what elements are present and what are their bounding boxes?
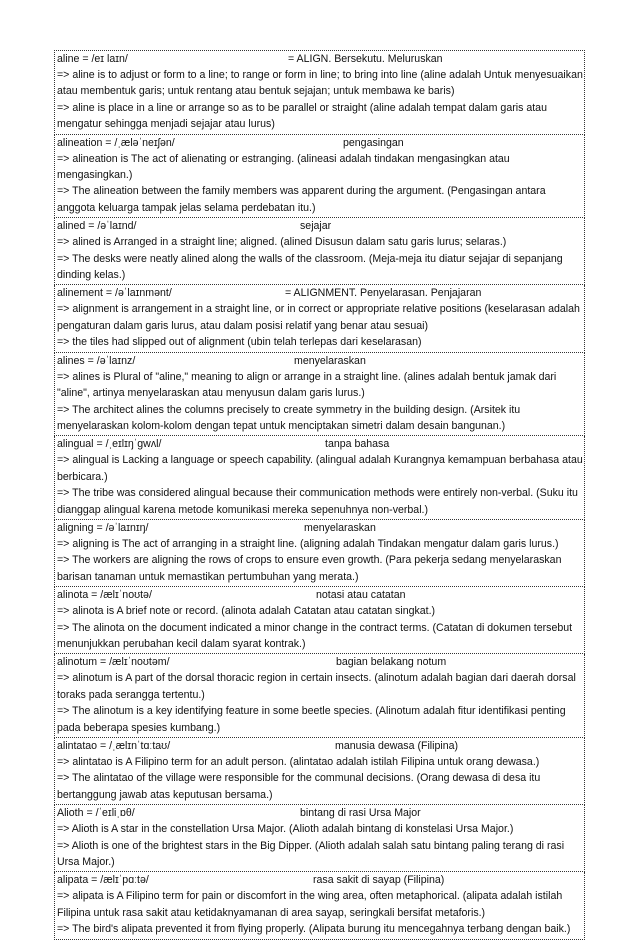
entry-alinement bbox=[54, 285, 585, 352]
example: => The alineation between the family members was apparent during the argument. (Pengasingan antara anggota keluarga tampak jelas selama perdebatan itu.) bbox=[57, 185, 546, 214]
example: => Alioth is one of the brightest stars in the Big Dipper. (Alioth adalah salah satu bintang paling terang di rasi Ursa Major.) bbox=[57, 839, 565, 869]
entry-alineation bbox=[54, 135, 585, 219]
gloss: menyelaraskan bbox=[294, 354, 366, 367]
definition: => alignment is arrangement in a straight line, or in correct or appropriate relative positions (keselarasan adalah pengaturan dalam garis lurus, atau dalam posisi relatif yang benar atau sesuai) bbox=[57, 303, 580, 332]
gloss: = ALIGN. Bersekutu. Meluruskan bbox=[288, 53, 443, 65]
headword: alined = /əˈlaɪnd/ bbox=[57, 220, 137, 233]
gloss: tanpa bahasa bbox=[325, 438, 390, 451]
definition: => alineation is The act of alienating or estranging. (alineasi adalah tindakan mengasingkan atau mengasingkan.) bbox=[57, 152, 510, 182]
entry-header bbox=[57, 805, 583, 821]
definition: => alinotum is A part of the dorsal thoracic region in certain insects. (alinotum adalah bagian dari daerah dorsal toraks pada serangga tertentu.) bbox=[57, 672, 576, 701]
definition: => aline is place in a line or arrange so as to be parallel or straight (aline adalah tempat dalam garis atau mengatur sehingga menjadi sejajar atau lurus) bbox=[57, 101, 547, 131]
gloss: bintang di rasi Ursa Major bbox=[300, 807, 421, 820]
headword: alinement = /əˈlaɪnmənt/ bbox=[57, 287, 172, 300]
gloss: notasi atau catatan bbox=[316, 589, 406, 602]
headword: alineation = /ˌæləˈneɪʃən/ bbox=[57, 136, 175, 149]
entry-alines bbox=[54, 353, 585, 437]
headword: alintatao = /ˌælɪnˈtɑːtaʊ/ bbox=[57, 740, 171, 752]
gloss: sejajar bbox=[300, 220, 332, 233]
entry-alinota bbox=[54, 587, 585, 654]
gloss: = ALIGNMENT. Penyelarasan. Penjajaran bbox=[285, 287, 482, 300]
definition: => alingual is Lacking a language or speech capability. (alingual adalah Kurangnya kemampuan berbahasa atau berbicara.) bbox=[57, 454, 583, 483]
example: => The alintatao of the village were responsible for the communal decisions. (Orang dewasa di desa itu bertanggung jawab atas keputusan bersama.) bbox=[57, 772, 541, 801]
gloss: rasa sakit di sayap (Filipina) bbox=[313, 874, 445, 887]
entry-header bbox=[57, 353, 583, 369]
entry-header bbox=[57, 587, 583, 603]
definition: => alined is Arranged in a straight line; aligned. (alined Disusun dalam satu garis lurus; selaras.) bbox=[57, 236, 507, 249]
entry-alingual bbox=[54, 436, 585, 520]
entry-header bbox=[57, 285, 583, 301]
entry-header bbox=[57, 135, 583, 151]
entry-header bbox=[57, 51, 583, 67]
example: => The alinota on the document indicated a minor change in the contract terms. (Catatan di dokumen tersebut menunjukkan perubahan kecil dalam syarat kontrak.) bbox=[57, 621, 573, 650]
headword: aline = /eɪ laɪn/ bbox=[57, 53, 128, 65]
headword: alinota = /ælɪˈnoʊtə/ bbox=[57, 589, 152, 602]
example: => The desks were neatly alined along the walls of the classroom. (Meja-meja itu diatur sejajar di sepanjang dinding kelas.) bbox=[57, 252, 563, 282]
example: => The workers are aligning the rows of crops to ensure even growth. (Para pekerja sedang menyelaraskan barisan tanaman untuk memastikan pertumbuhan yang merata.) bbox=[57, 554, 562, 583]
headword: aligning = /əˈlaɪnɪŋ/ bbox=[57, 521, 149, 534]
definition: => alinota is A brief note or record. (alinota adalah Catatan atau catatan singkat.) bbox=[57, 605, 436, 618]
definition: => alines is Plural of "aline," meaning to align or arrange in a straight line. (alines adalah bentuk jamak dari "aline", artinya menyelaraskan atau menyusun dalam garis lurus.) bbox=[57, 370, 557, 400]
entry-alined bbox=[54, 218, 585, 285]
entry-header bbox=[57, 218, 583, 234]
headword: alingual = /ˌeɪlɪŋˈgwʌl/ bbox=[57, 438, 162, 451]
definition: => alintatao is A Filipino term for an adult person. (alintatao adalah istilah Filipina untuk orang dewasa.) bbox=[57, 756, 540, 768]
entry-header bbox=[57, 436, 583, 452]
gloss: pengasingan bbox=[343, 136, 404, 149]
example: => The tribe was considered alingual because their communication methods were entirely non-verbal. (Suku itu dianggap alingual karena metode komunikasi mereka sepenuhnya non-verbal.) bbox=[57, 487, 578, 516]
example: => The alinotum is a key identifying feature in some beetle species. (Alinotum adalah fitur identifikasi penting pada beberapa spesies kumbang.) bbox=[57, 705, 566, 734]
gloss: menyelaraskan bbox=[304, 521, 376, 534]
entry-alinotum bbox=[54, 654, 585, 738]
gloss: bagian belakang notum bbox=[336, 656, 447, 669]
entry-header bbox=[57, 520, 583, 536]
entry-header bbox=[57, 738, 583, 754]
entry-header bbox=[57, 872, 583, 888]
example: => the tiles had slipped out of alignment (ubin telah terlepas dari keselarasan) bbox=[57, 336, 422, 349]
example: => The architect alines the columns precisely to create symmetry in the building design. (Arsitek itu menyelaraskan kolom-kolom dengan tepat untuk menciptakan simetri dalam desain bangunan.) bbox=[57, 403, 521, 432]
definition: => aligning is The act of arranging in a straight line. (aligning adalah Tindakan mengatur dalam garis lurus.) bbox=[57, 537, 559, 550]
entry-header bbox=[57, 654, 583, 670]
entry-alipata bbox=[54, 872, 585, 939]
dictionary-page bbox=[54, 50, 585, 940]
definition: => alipata is A Filipino term for pain or discomfort in the wing area, often metaphorical. (alipata adalah istilah Filipina untuk rasa sakit atau ketidaknyamanan di area sayap, seringkali bersifat metaforis.) bbox=[57, 890, 563, 919]
entry-aline bbox=[54, 50, 585, 135]
definition: => aline is to adjust or form to a line; to range or form in line; to bring into line (aline adalah Untuk menyesuaikan atau membentuk garis; untuk rentang atau bentuk sejajan; untuk membawa ke baris) bbox=[57, 69, 583, 98]
gloss: manusia dewasa (Filipina) bbox=[335, 740, 459, 752]
example: => The bird's alipata prevented it from flying properly. (Alipata burung itu mencegahnya terbang dengan baik.) bbox=[57, 923, 571, 936]
headword: alines = /əˈlaɪnz/ bbox=[57, 354, 136, 367]
entry-alintatao bbox=[54, 738, 585, 805]
entry-alioth bbox=[54, 805, 585, 872]
headword: alipata = /ælɪˈpɑːtə/ bbox=[57, 874, 149, 887]
headword: alinotum = /ælɪˈnoʊtəm/ bbox=[57, 656, 170, 669]
definition: => Alioth is A star in the constellation Ursa Major. (Alioth adalah bintang di konstelasi Ursa Major.) bbox=[57, 823, 514, 836]
entry-aligning bbox=[54, 520, 585, 587]
headword: Alioth = /ˈeɪliˌɒθ/ bbox=[57, 807, 135, 820]
